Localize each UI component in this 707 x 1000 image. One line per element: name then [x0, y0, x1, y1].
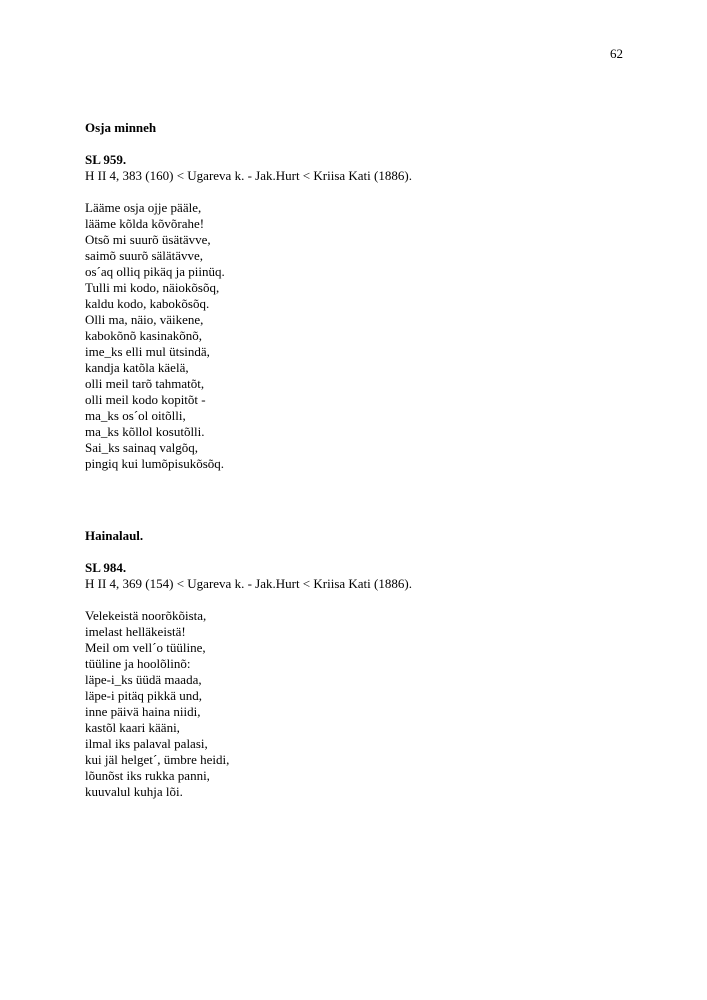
poem-line: kabokõnõ kasinakõnõ,	[85, 328, 202, 343]
poem-line: Lääme osja ojje pääle,	[85, 200, 202, 215]
poem-code: SL 959.	[85, 152, 127, 167]
poem-line: pingiq kui lumõpisukõsõq.	[85, 456, 225, 471]
poem-line: ilmal iks palaval palasi,	[85, 736, 208, 751]
poem-line: ma_ks kõllol kosutõlli.	[85, 424, 205, 439]
poem-line: Otsõ mi suurõ üsätävve,	[85, 232, 211, 247]
poem-line: Olli ma, näio, väikene,	[85, 312, 204, 327]
poem-line: kuuvalul kuhja lõi.	[85, 784, 183, 799]
poem-line: lääme kõlda kõvõrahe!	[85, 216, 205, 231]
poem-source: H II 4, 369 (154) < Ugareva k. - Jak.Hurt < Kriisa Kati (1886).	[85, 576, 412, 591]
poem-section-hainalaul	[85, 528, 625, 800]
poem-text	[85, 608, 625, 800]
poem-line: ime_ks elli mul ütsindä,	[85, 344, 210, 359]
poem-line: Velekeistä noorõkõista,	[85, 608, 207, 623]
poem-line: olli meil kodo kopitõt -	[85, 392, 206, 407]
poem-line: läpe-i_ks üüdä maada,	[85, 672, 202, 687]
poem-line: Meil om vell´o tüüline,	[85, 640, 206, 655]
poem-title: Osja minneh	[85, 120, 157, 135]
poem-line: kaldu kodo, kabokõsõq.	[85, 296, 210, 311]
poem-line: lõunõst iks rukka panni,	[85, 768, 210, 783]
poem-line: ma_ks os´ol oitõlli,	[85, 408, 186, 423]
poem-line: kandja katõla käelä,	[85, 360, 189, 375]
poem-line: tüüline ja hoolõlinõ:	[85, 656, 191, 671]
page-number: 62	[610, 46, 623, 61]
poem-section-osja-minneh	[85, 120, 625, 472]
poem-title: Hainalaul.	[85, 528, 144, 543]
poem-line: Tulli mi kodo, näiokõsõq,	[85, 280, 220, 295]
poem-line: läpe-i pitäq pikkä und,	[85, 688, 202, 703]
poem-line: os´aq olliq pikäq ja piinüq.	[85, 264, 225, 279]
poem-line: saimõ suurõ sälätävve,	[85, 248, 204, 263]
poem-source: H II 4, 383 (160) < Ugareva k. - Jak.Hurt < Kriisa Kati (1886).	[85, 168, 412, 183]
poem-line: kui jäl helget´, ümbre heidi,	[85, 752, 230, 767]
poem-line: olli meil tarõ tahmatõt,	[85, 376, 205, 391]
poem-line: imelast helläkeistä!	[85, 624, 186, 639]
poem-code: SL 984.	[85, 560, 127, 575]
poem-line: inne päivä haina niidi,	[85, 704, 201, 719]
poem-line: kastõl kaari kääni,	[85, 720, 180, 735]
poem-line: Sai_ks sainaq valgõq,	[85, 440, 199, 455]
poem-text	[85, 200, 625, 472]
